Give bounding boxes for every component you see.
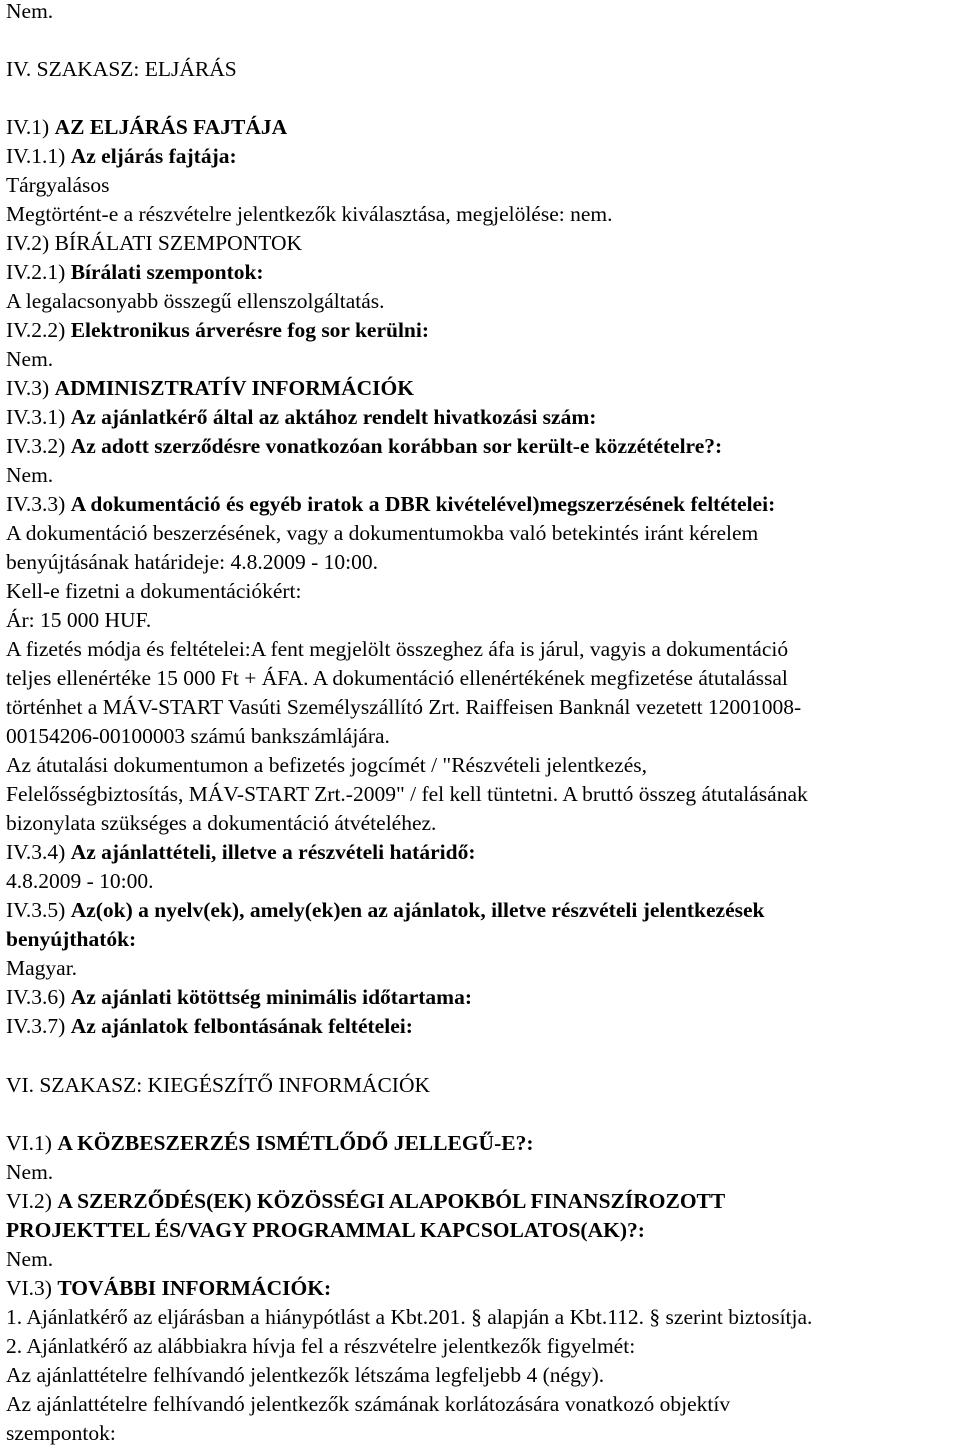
text: Az átutalási dokumentumon a befizetés jogcímét / "Részvételi jelentkezés, — [6, 753, 648, 777]
bold-text: benyújthatók: — [6, 927, 137, 951]
text: Tárgyalásos — [6, 173, 110, 197]
text: 00154206-00100003 számú bankszámlájára. — [6, 724, 390, 748]
text: benyújtásának határideje: 4.8.2009 - 10:00. — [6, 550, 378, 574]
text: Felelősségbiztosítás, MÁV-START Zrt.-2009" / fel kell tüntetni. A bruttó összeg átutalásának — [6, 782, 808, 806]
text: Nem. — [6, 0, 54, 23]
text-line — [6, 142, 237, 171]
text-line — [6, 345, 53, 374]
text-line — [6, 1216, 645, 1245]
text-line — [6, 1303, 812, 1332]
text: Ár: 15 000 HUF. — [6, 608, 152, 632]
text: IV.3.1) — [6, 405, 71, 429]
text-line — [6, 548, 378, 577]
text: VI.3) — [6, 1276, 58, 1300]
text: IV.3.7) — [6, 1014, 71, 1038]
text: Nem. — [6, 347, 54, 371]
text-line — [6, 925, 136, 954]
text: teljes ellenértéke 15 000 Ft + ÁFA. A dokumentáció ellenértékének megfizetése átutalással — [6, 666, 788, 690]
bold-text: A SZERZŐDÉS(EK) KÖZÖSSÉGI ALAPOKBÓL FINANSZÍROZOTT — [57, 1189, 726, 1213]
text: IV.3) — [6, 376, 55, 400]
text-line — [6, 954, 77, 983]
text-line — [6, 1361, 604, 1390]
text: Nem. — [6, 463, 54, 487]
bold-text: Az adott szerződésre vonatkozóan korábban sor került-e közzétételre?: — [70, 434, 723, 458]
text: VI.1) — [6, 1131, 58, 1155]
text-line — [6, 258, 264, 287]
text-line — [6, 867, 154, 896]
text-line — [6, 461, 53, 490]
bold-text: Elektronikus árverésre fog sor kerülni: — [70, 318, 430, 342]
text-line — [6, 577, 302, 606]
text-line — [6, 1274, 331, 1303]
bold-text: TOVÁBBI INFORMÁCIÓK: — [57, 1276, 332, 1300]
text: 4.8.2009 - 10:00. — [6, 869, 154, 893]
text-line — [6, 200, 613, 229]
text-line — [6, 1012, 413, 1041]
text: történhet a MÁV-START Vasúti Személyszállító Zrt. Raiffeisen Banknál vezetett 12001008- — [6, 695, 802, 719]
text: IV.3.5) — [6, 898, 71, 922]
text-line — [6, 55, 237, 84]
text: VI. SZAKASZ: KIEGÉSZÍTŐ INFORMÁCIÓK — [6, 1073, 431, 1097]
bold-text: Az eljárás fajtája: — [70, 144, 237, 168]
bold-text: Az ajánlattételi, illetve a részvételi határidő: — [70, 840, 476, 864]
text-line — [6, 490, 775, 519]
text-line — [6, 809, 436, 838]
text-line — [6, 896, 764, 925]
bold-text: PROJEKTTEL ÉS/VAGY PROGRAMMAL KAPCSOLATOS(AK)?: — [6, 1218, 645, 1242]
text: Nem. — [6, 1247, 54, 1271]
bold-text: A KÖZBESZERZÉS ISMÉTLŐDŐ JELLEGŰ-E?: — [57, 1131, 534, 1155]
text: IV.1) — [6, 115, 55, 139]
text-line — [6, 1187, 725, 1216]
text-line — [6, 519, 758, 548]
text-line — [6, 664, 788, 693]
text: 2. Ajánlatkérő az alábbiakra hívja fel a részvételre jelentkezők figyelmét: — [6, 1334, 636, 1358]
text: IV.2.1) — [6, 260, 71, 284]
bold-text: ADMINISZTRATÍV INFORMÁCIÓK — [54, 376, 414, 400]
text-line — [6, 229, 302, 258]
text-line — [6, 1419, 116, 1448]
text-line — [6, 693, 801, 722]
text: VI.2) — [6, 1189, 58, 1213]
text-line — [6, 1332, 635, 1361]
text: IV.3.6) — [6, 985, 71, 1009]
text-line — [6, 1390, 730, 1419]
text-line — [6, 780, 808, 809]
text-line — [6, 432, 722, 461]
text: A legalacsonyabb összegű ellenszolgáltatás. — [6, 289, 385, 313]
text: 1. Ajánlatkérő az eljárásban a hiánypótlást a Kbt.201. § alapján a Kbt.112. § szerint biztosítja. — [6, 1305, 813, 1329]
text-line — [6, 403, 596, 432]
bold-text: Bírálati szempontok: — [70, 260, 264, 284]
text: bizonylata szükséges a dokumentáció átvételéhez. — [6, 811, 437, 835]
bold-text: Az ajánlati kötöttség minimális időtartama: — [70, 985, 472, 1009]
text-line — [6, 635, 788, 664]
text-line — [6, 1071, 430, 1100]
text: A dokumentáció beszerzésének, vagy a dokumentumokba való betekintés iránt kérelem — [6, 521, 759, 545]
text-line — [6, 287, 385, 316]
text: Az ajánlattételre felhívandó jelentkezők számának korlátozására vonatkozó objektív — [6, 1392, 731, 1416]
text: IV. SZAKASZ: ELJÁRÁS — [6, 57, 237, 81]
bold-text: Az(ok) a nyelv(ek), amely(ek)en az ajánlatok, illetve részvételi jelentkezések — [70, 898, 765, 922]
text-line — [6, 1245, 53, 1274]
text: Megtörtént-e a részvételre jelentkezők kiválasztása, megjelölése: nem. — [6, 202, 613, 226]
text: Magyar. — [6, 956, 78, 980]
text: IV.3.4) — [6, 840, 71, 864]
text: Kell-e fizetni a dokumentációkért: — [6, 579, 302, 603]
text: A fizetés módja és feltételei:A fent megjelölt összeghez áfa is járul, vagyis a dokumentáció — [6, 637, 789, 661]
text: Nem. — [6, 1160, 54, 1184]
text-line — [6, 722, 390, 751]
bold-text: AZ ELJÁRÁS FAJTÁJA — [54, 115, 288, 139]
text-line — [6, 983, 472, 1012]
text-line — [6, 606, 151, 635]
text-line — [6, 316, 429, 345]
text-line — [6, 751, 647, 780]
text-line — [6, 1158, 53, 1187]
text-line — [6, 838, 475, 867]
text-line — [6, 1129, 533, 1158]
text-line — [6, 374, 414, 403]
bold-text: A dokumentáció és egyéb iratok a DBR kivételével)megszerzésének feltételei: — [70, 492, 776, 516]
text-line — [6, 0, 53, 26]
text: IV.3.3) — [6, 492, 71, 516]
text: IV.3.2) — [6, 434, 71, 458]
text-line — [6, 171, 110, 200]
text: IV.2) BÍRÁLATI SZEMPONTOK — [6, 231, 303, 255]
text-line — [6, 113, 287, 142]
text: Az ajánlattételre felhívandó jelentkezők létszáma legfeljebb 4 (négy). — [6, 1363, 605, 1387]
text: szempontok: — [6, 1421, 116, 1445]
text: IV.1.1) — [6, 144, 71, 168]
bold-text: Az ajánlatok felbontásának feltételei: — [70, 1014, 413, 1038]
bold-text: Az ajánlatkérő által az aktához rendelt hivatkozási szám: — [70, 405, 597, 429]
text: IV.2.2) — [6, 318, 71, 342]
